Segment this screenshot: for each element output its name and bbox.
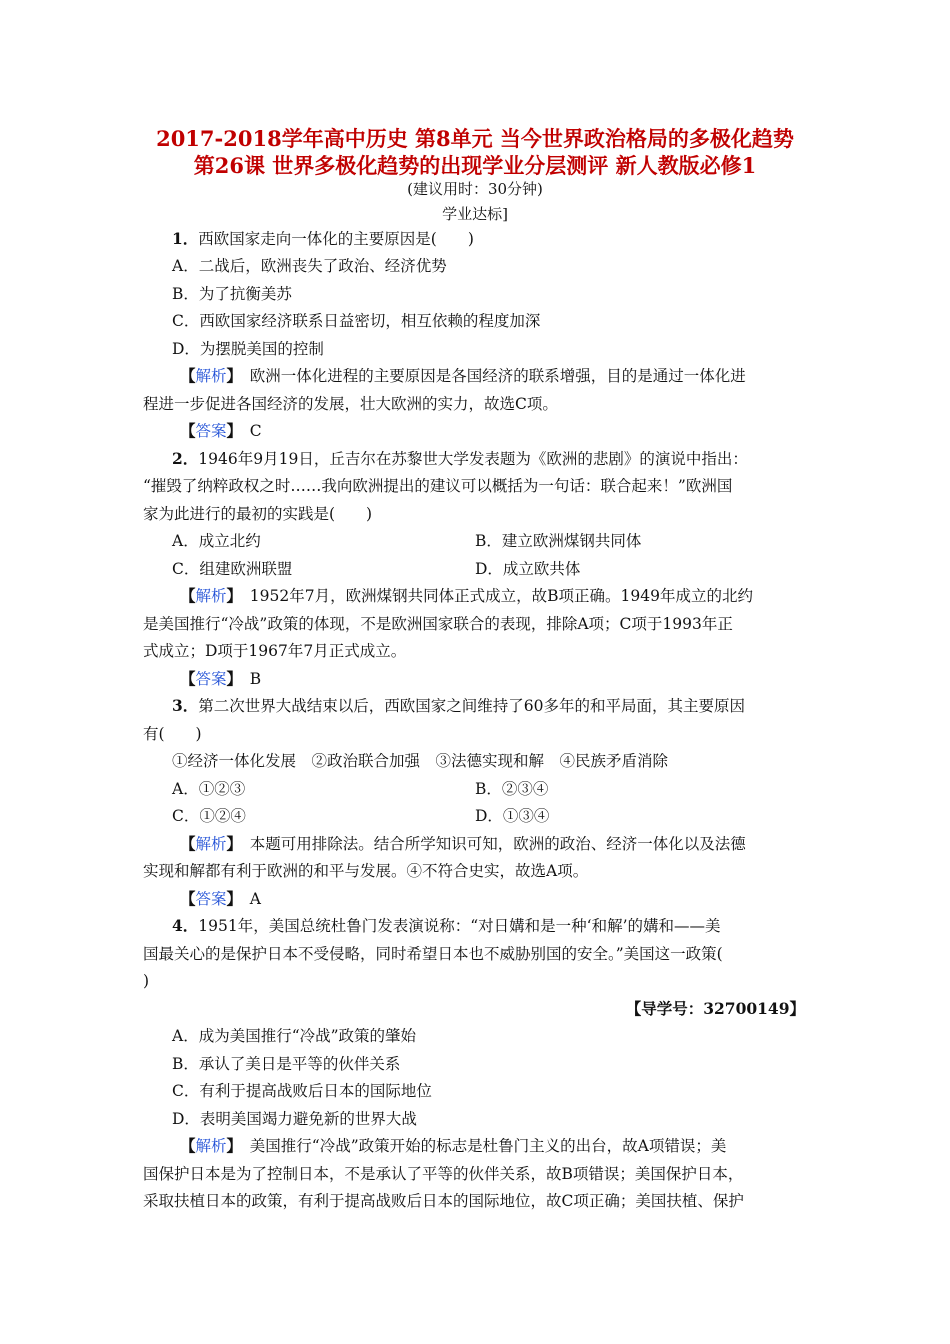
- q4-stem-line-2: 国最关心的是保护日本不受侵略，同时希望日本也不威胁别国的安全。”美国这一政策(: [143, 945, 723, 963]
- q3-option-d: D．①③④: [475, 807, 550, 825]
- q1-stem: [172, 229, 474, 249]
- q4-option-d: D．表明美国竭力避免新的世界大战: [172, 1110, 417, 1128]
- q2-analysis-line-3: 式成立；D项于1967年7月正式成立。: [143, 642, 407, 660]
- q3-option-b: B．②③④: [475, 780, 549, 798]
- q2-stem-line-1: 2．1946年9月19日，丘吉尔在苏黎世大学发表题为《欧洲的悲剧》的演说中指出：: [172, 449, 748, 468]
- section-heading: 学业达标]: [442, 205, 508, 223]
- q4-analysis-line-3: 采取扶植日本的政策，有利于提高战败后日本的国际地位，故C项正确；美国扶植、保护: [143, 1192, 744, 1210]
- q4-option-a: A．成为美国推行“冷战”政策的肇始: [172, 1027, 417, 1045]
- q2-option-a: A．成立北约: [172, 532, 261, 550]
- q2-answer: 【答案】 B: [180, 669, 262, 688]
- analysis-tag: 【解析】: [180, 586, 235, 605]
- q1-number: 1．: [172, 229, 199, 248]
- q1-option-b: B．为了抗衡美苏: [172, 285, 292, 303]
- q2-stem-line-3: 家为此进行的最初的实践是( ): [143, 505, 373, 523]
- q1-option-a: A．二战后，欧洲丧失了政治、经济优势: [172, 257, 447, 275]
- q3-option-a: A．①②③: [172, 780, 246, 798]
- q3-number: 3．: [172, 696, 199, 715]
- analysis-tag: 【解析】: [180, 1136, 235, 1155]
- title-line-1: 2017-2018学年高中历史 第8单元 当今世界政治格局的多极化趋势: [156, 126, 794, 151]
- q2-analysis-line-1: 【解析】 1952年7月，欧洲煤钢共同体正式成立，故B项正确。1949年成立的北约: [180, 586, 753, 605]
- q4-number: 4．: [172, 916, 199, 935]
- q4-analysis-line-2: 国保护日本是为了控制日本，不是承认了平等的伙伴关系，故B项错误；美国保护日本，: [143, 1165, 744, 1183]
- q2-option-b: B．建立欧洲煤钢共同体: [475, 532, 642, 550]
- q1-analysis-line-2: 程进一步促进各国经济的发展，壮大欧洲的实力，故选C项。: [143, 395, 558, 413]
- q2-number: 2．: [172, 449, 199, 468]
- suggested-time: (建议用时：30分钟): [407, 180, 543, 198]
- analysis-tag: 【解析】: [180, 366, 235, 385]
- q4-analysis-line-1: 【解析】 美国推行“冷战”政策开始的标志是杜鲁门主义的出台，故A项错误；美: [180, 1136, 727, 1155]
- q2-option-d: D．成立欧共体: [475, 560, 581, 578]
- q1-option-d: D．为摆脱美国的控制: [172, 340, 324, 358]
- q3-items: ①经济一体化发展 ②政治联合加强 ③法德实现和解 ④民族矛盾消除: [172, 752, 669, 770]
- q2-option-c: C．组建欧洲联盟: [172, 560, 293, 578]
- q1-stem-text: 西欧国家走向一体化的主要原因是( ): [198, 230, 474, 248]
- q2-analysis-line-2: 是美国推行“冷战”政策的体现，不是欧洲国家联合的表现，排除A项；C项于1993年正: [143, 615, 733, 633]
- q4-option-c: C．有利于提高战败后日本的国际地位: [172, 1082, 432, 1100]
- q3-answer: 【答案】 A: [180, 889, 261, 908]
- answer-tag: 【答案】: [180, 669, 235, 688]
- q3-stem-line-1: 3．第二次世界大战结束以后，西欧国家之间维持了60多年的和平局面，其主要原因: [172, 696, 746, 715]
- q3-option-c: C．①②④: [172, 807, 246, 825]
- q3-stem-line-2: 有( ): [143, 725, 202, 743]
- answer-tag: 【答案】: [180, 889, 235, 908]
- guide-number: 【导学号：32700149】: [625, 999, 805, 1018]
- q3-analysis-line-1: 【解析】 本题可用排除法。结合所学知识可知，欧洲的政治、经济一体化以及法德: [180, 834, 746, 853]
- q1-answer: 【答案】 C: [180, 421, 262, 440]
- q4-stem-line-1: 4．1951年，美国总统杜鲁门发表演说称：“对日媾和是一种‘和解’的媾和——美: [172, 916, 721, 935]
- q3-analysis-line-2: 实现和解都有利于欧洲的和平与发展。④不符合史实，故选A项。: [143, 862, 589, 880]
- title-line-2: 第26课 世界多极化趋势的出现学业分层测评 新人教版必修1: [193, 153, 757, 178]
- q4-option-b: B．承认了美日是平等的伙伴关系: [172, 1055, 401, 1073]
- answer-tag: 【答案】: [180, 421, 235, 440]
- q1-option-c: C．西欧国家经济联系日益密切，相互依赖的程度加深: [172, 312, 541, 330]
- q2-stem-line-2: “摧毁了纳粹政权之时……我向欧洲提出的建议可以概括为一句话：联合起来！”欧洲国: [143, 477, 733, 495]
- analysis-tag: 【解析】: [180, 834, 235, 853]
- q4-stem-line-3: ): [143, 972, 150, 990]
- q1-analysis-line-1: 【解析】 欧洲一体化进程的主要原因是各国经济的联系增强，目的是通过一体化进: [180, 366, 746, 385]
